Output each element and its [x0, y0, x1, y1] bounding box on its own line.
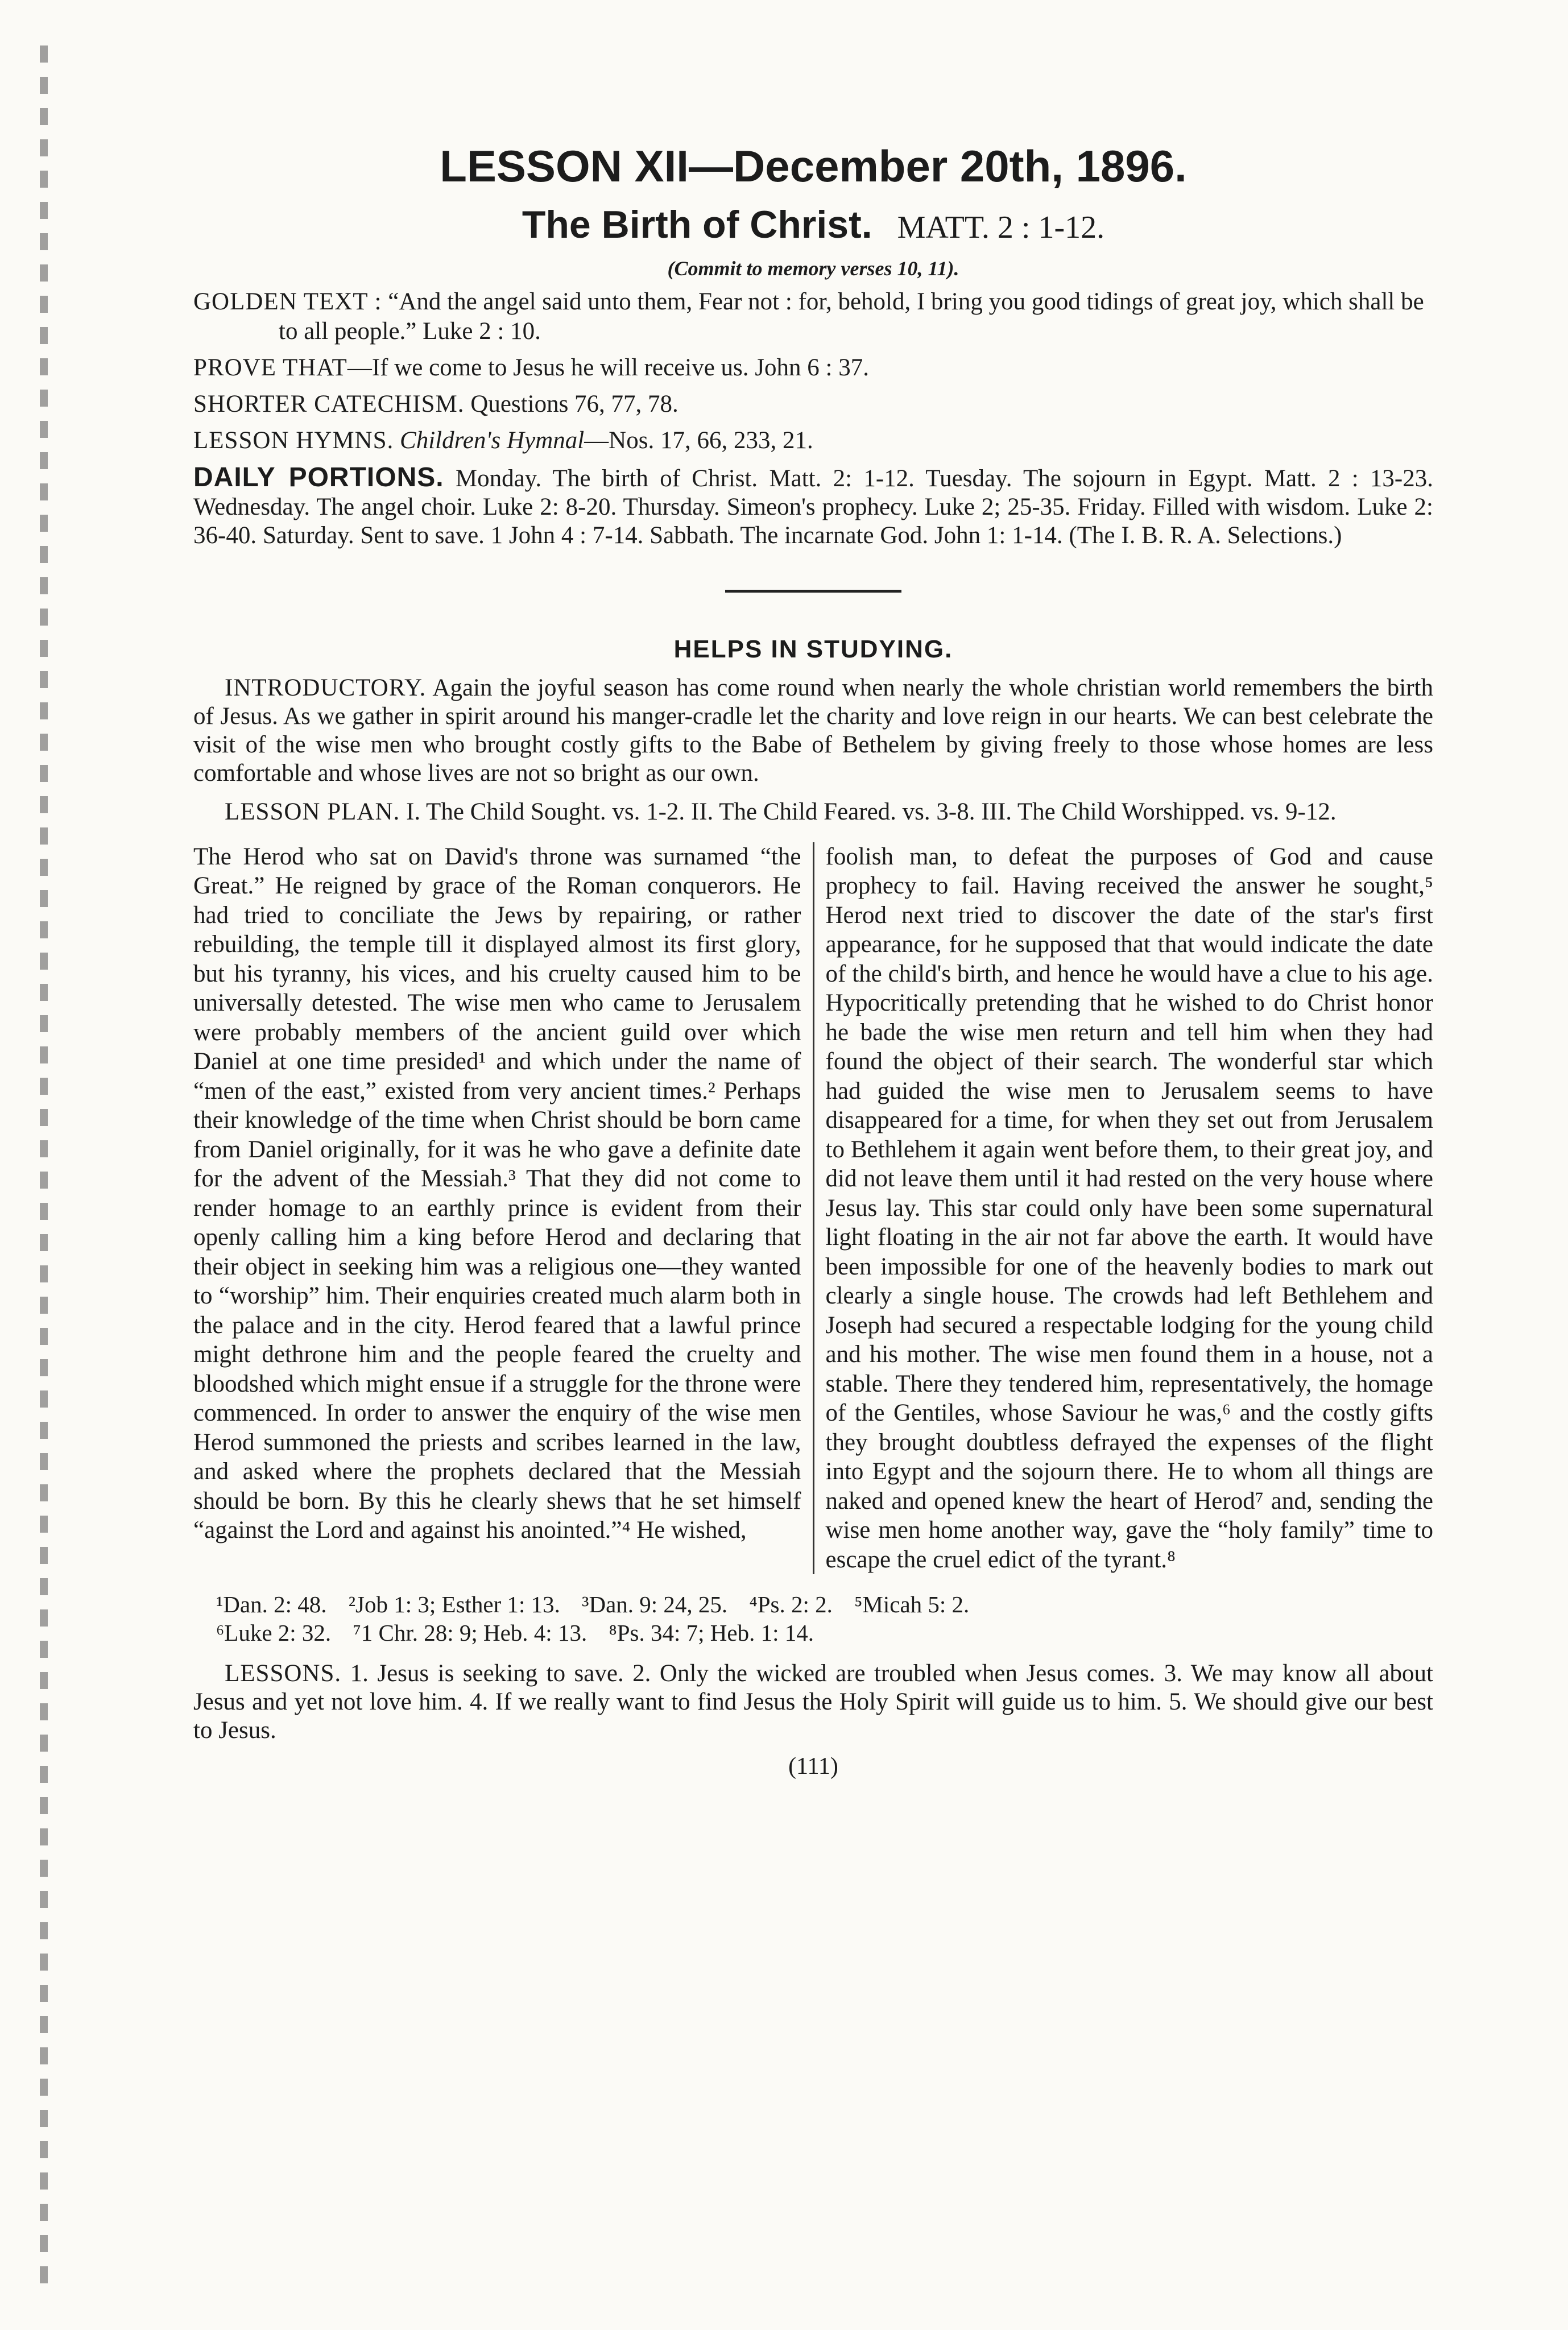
binding-edge [40, 45, 48, 2292]
introductory-label: INTRODUCTORY. [225, 674, 427, 701]
footnote: ⁷1 Chr. 28: 9; Heb. 4: 13. [353, 1620, 588, 1646]
footnote: ¹Dan. 2: 48. [216, 1591, 327, 1618]
daily-portions-heading: DAILY PORTIONS. [193, 462, 444, 493]
daily-portions [193, 463, 1433, 550]
footnote: ³Dan. 9: 24, 25. [582, 1591, 728, 1618]
shorter-catechism [193, 390, 1433, 419]
catechism-body: Questions 76, 77, 78. [470, 390, 678, 417]
golden-text-body: “And the angel said unto them, Fear not : for, behold, I bring you good tidings of great joy, which shall be to all people.” Luke 2 : 10. [279, 288, 1424, 345]
lessons-paragraph [193, 1659, 1433, 1745]
lessons-label: LESSONS. [225, 1660, 342, 1687]
footnote: ⁵Micah 5: 2. [854, 1591, 970, 1618]
page-number: (111) [788, 1753, 838, 1780]
subtitle-text: The Birth of Christ. [522, 202, 872, 246]
lesson-plan-label: LESSON PLAN. [225, 798, 400, 825]
commentary-left-column [193, 842, 814, 1575]
lesson-hymns [193, 426, 1433, 456]
footnote: ⁴Ps. 2: 2. [749, 1591, 833, 1618]
commit-note: (Commit to memory verses 10, 11). [667, 256, 959, 280]
prove-that-body: —If we come to Jesus he will receive us. John 6 : 37. [347, 354, 869, 381]
commentary-columns [193, 842, 1433, 1575]
footnote: ⁸Ps. 34: 7; Heb. 1: 14. [609, 1620, 814, 1646]
lesson-plan-body: I. The Child Sought. vs. 1-2. II. The Child Feared. vs. 3-8. III. The Child Worshipped. vs. 9-12. [406, 798, 1337, 825]
golden-text-label: GOLDEN TEXT : [193, 288, 382, 315]
golden-text [193, 287, 1433, 346]
helps-heading: HELPS IN STUDYING. [673, 635, 953, 663]
footnote: ²Job 1: 3; Esther 1: 13. [348, 1591, 560, 1618]
daily-portions-body: Monday. The birth of Christ. Matt. 2: 1-12. Tuesday. The sojourn in Egypt. Matt. 2 : 13-23. Wednesday. The angel choir. Luke 2: 8-20. Thursday. Simeon's prophecy. Luke 2; 25-35. Friday. Filled with wisdom. Luke 2: 36-40. Saturday. Sent to save. 1 John 4 : 7-14. Sabbath. The incarnate God. John 1: 1-14. (The I. B. R. A. Selections.) [193, 465, 1433, 549]
hymns-label: LESSON HYMNS. [193, 427, 394, 454]
hymns-body: —Nos. 17, 66, 233, 21. [584, 427, 813, 454]
section-divider [725, 590, 901, 593]
introductory-body: Again the joyful season has come round when nearly the whole christian world remembers the birth of Jesus. As we gather in spirit around his manger-cradle let the charity and love reign in our hearts. We can best celebrate the visit of the wise men who brought costly gifts to the Babe of Bethelem by giving freely to those whose homes are less comfortable and whose lives are not so bright as our own. [193, 674, 1433, 787]
commentary-right-column [814, 842, 1434, 1575]
hymns-book: Children's Hymnal [400, 427, 585, 454]
scripture-reference: MATT. 2 : 1-12. [897, 209, 1105, 245]
lessons-body: 1. Jesus is seeking to save. 2. Only the wicked are troubled when Jesus comes. 3. We may know all about Jesus and yet not love him. 4. If we really want to find Jesus the Holy Spirit will guide us to him. 5. We should give our best to Jesus. [193, 1660, 1433, 1744]
footnote: ⁶Luke 2: 32. [216, 1620, 332, 1646]
introductory-paragraph [193, 674, 1433, 788]
page [193, 142, 1433, 2303]
lesson-plan [193, 798, 1433, 826]
commentary-right-text: foolish man, to defeat the purposes of God and cause prophecy to fail. Having received the answer he sought,⁵ Herod next tried to discover the date of the star's first appearance, for he supposed that that would indicate the date of the child's birth, and hence he would have a clue to his age. Hypocritically pretending that he wished to do Christ honor he bade the wise men return and tell him when they had found the object of their search. The wonderful star which had guided the wise men to Jerusalem seems to have disappeared for a time, for when they set out from Jerusalem to Bethlehem it again went before them, to their great joy, and did not leave them until it had rested on the very house where Jesus lay. This star could only have been some supernatural light floating in the air not far above the earth. It would have been impossible for one of the heavenly bodies to mark out clearly a single house. The crowds had left Bethlehem and Joseph had secured a respectable lodging for the young child and his mother. The wise men found them in a house, not a stable. There they tendered him, representatively, the homage of the Gentiles, whose Saviour he was,⁶ and the costly gifts they brought doubtless defrayed the expenses of the flight into Egypt and the sojourn there. He to whom all things are naked and opened knew the heart of Herod⁷ and, sending the wise men home another way, gave the “holy family” time to escape the cruel edict of the tyrant.⁸ [825, 843, 1433, 1573]
lesson-subtitle [193, 204, 1433, 246]
catechism-label: SHORTER CATECHISM. [193, 390, 465, 417]
footnotes [193, 1590, 1433, 1647]
prove-that-label: PROVE THAT [193, 354, 347, 381]
commentary-left-text: The Herod who sat on David's throne was surnamed “the Great.” He reigned by grace of the Roman conquerors. He had tried to conciliate the Jews by repairing, or rather rebuilding, the temple till it displayed almost its first glory, but his tyranny, his vices, and his cruelty caused him to be universally detested. The wise men who came to Jerusalem were probably members of the ancient guild over which Daniel at one time presided¹ and which under the name of “men of the east,” existed from very ancient times.² Perhaps their knowledge of the time when Christ should be born came from Daniel originally, for it was he who gave a definite date for the advent of the Messiah.³ That they did not come to render homage to an earthly prince is evident from their openly calling him a king before Herod and declaring that their object in seeking him was a religious one—they wanted to “worship” him. Their enquiries created much alarm both in the palace and in the city. Herod feared that a lawful prince might dethrone him and the people feared the cruelty and bloodshed which might ensue if a struggle for the throne were commenced. In order to answer the enquiry of the wise men Herod summoned the priests and scribes learned in the law, and asked where the prophets declared that the Messiah should be born. By this he clearly shews that he set himself “against the Lord and against his anointed.”⁴ He wished, [193, 843, 801, 1544]
prove-that [193, 353, 1433, 383]
lesson-title: LESSON XII—December 20th, 1896. [440, 141, 1187, 191]
